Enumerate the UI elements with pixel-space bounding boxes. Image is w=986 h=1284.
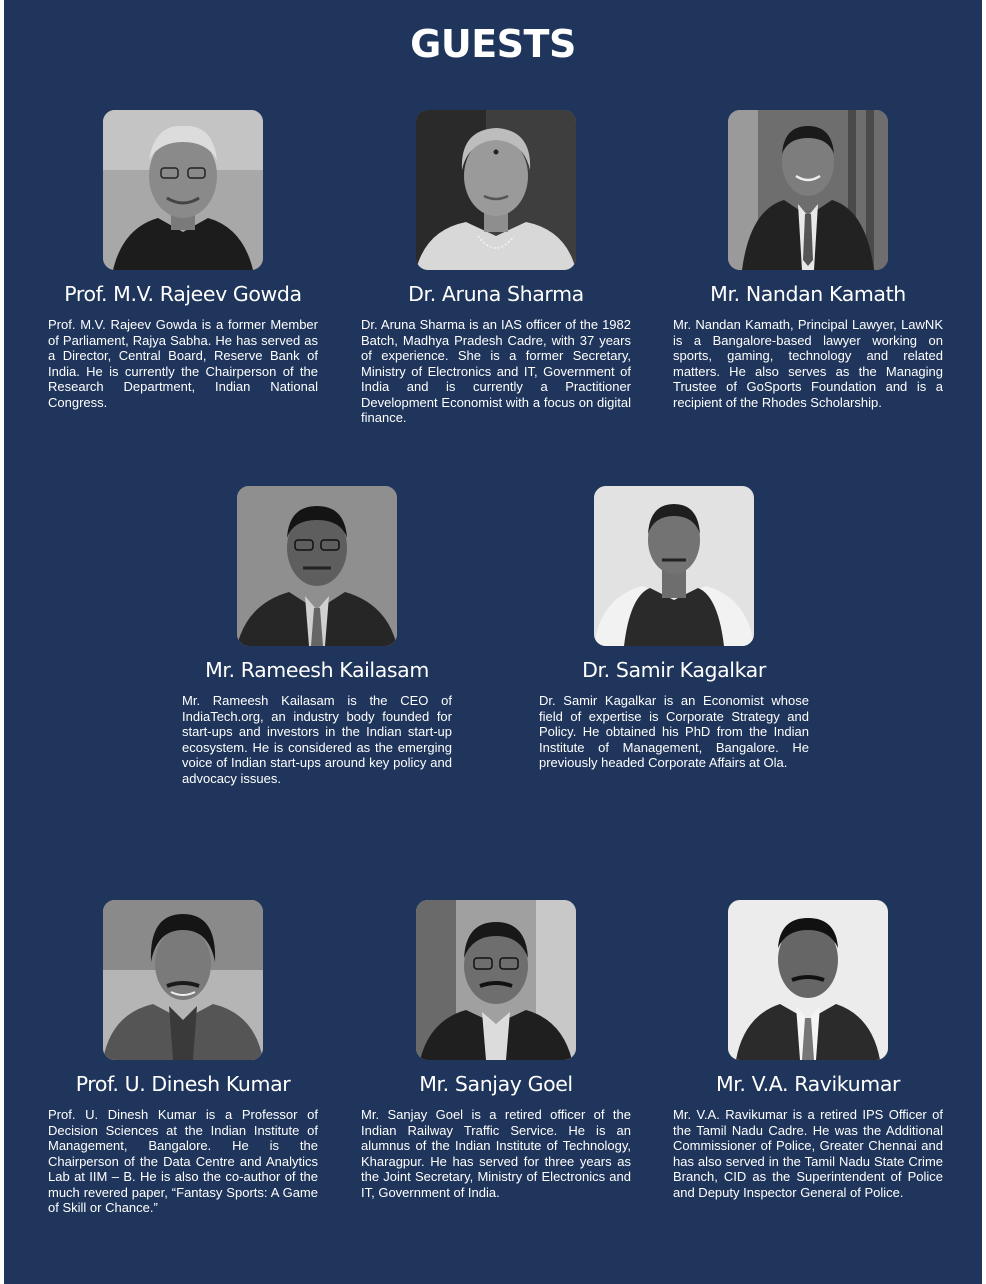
- portrait-image: [416, 110, 576, 270]
- guest-name: Mr. Rameesh Kailasam: [205, 658, 429, 682]
- portrait-image: [103, 900, 263, 1060]
- guest-card-samir-kagalkar: [539, 486, 809, 771]
- guest-card-sanjay-goel: [361, 900, 631, 1200]
- guest-bio: Mr. Sanjay Goel is a retired officer of the Indian Railway Traffic Service. He is an alumnus of the Indian Institute of Technology, Kharagpur. He has served for three years as the Joint Secretary, Ministry of Electronics and IT, Government of India.: [361, 1107, 631, 1200]
- guest-bio: Dr. Aruna Sharma is an IAS officer of the 1982 Batch, Madhya Pradesh Cadre, with 37 years of experience. She is a former Secretary, Ministry of Electronics and IT, Government of India and is currently a Practitioner Development Economist with a focus on digital finance.: [361, 317, 631, 425]
- guest-card-aruna-sharma: [361, 110, 631, 426]
- guest-bio: Mr. Nandan Kamath, Principal Lawyer, LawNK is a Bangalore-based lawyer working on sports, gaming, technology and related matters. He also serves as the Managing Trustee of GoSports Foundation and is a recipient of the Rhodes Scholarship.: [673, 317, 943, 410]
- page-left-edge: [0, 0, 4, 1284]
- guest-name: Mr. V.A. Ravikumar: [715, 1072, 901, 1096]
- guest-photo: [103, 110, 263, 270]
- guest-name: Mr. Sanjay Goel: [419, 1072, 573, 1096]
- page-right-edge: [982, 0, 986, 1284]
- guest-name: Prof. U. Dinesh Kumar: [75, 1072, 291, 1096]
- guest-photo: [237, 486, 397, 646]
- guest-photo: [416, 110, 576, 270]
- guest-card-rameesh-kailasam: [182, 486, 452, 786]
- portrait-image: [416, 900, 576, 1060]
- guest-card-dinesh-kumar: [48, 900, 318, 1216]
- guest-bio: Mr. Rameesh Kailasam is the CEO of IndiaTech.org, an industry body founded for start-ups and investors in the Indian start-up ecosystem. He is considered as the emerging voice of Indian start-ups around key policy and advocacy issues.: [182, 693, 452, 786]
- guest-bio: Mr. V.A. Ravikumar is a retired IPS Officer of the Tamil Nadu Cadre. He was the Additional Commissioner of Police, Greater Chennai and has also served in the Tamil Nadu State Crime Branch, CID as the Superintendent of Police and Deputy Inspector General of Police.: [673, 1107, 943, 1200]
- portrait-image: [237, 486, 397, 646]
- guest-name: Mr. Nandan Kamath: [710, 282, 906, 306]
- page-title: GUESTS: [410, 22, 576, 66]
- guest-name: Prof. M.V. Rajeev Gowda: [64, 282, 302, 306]
- guest-bio: Prof. U. Dinesh Kumar is a Professor of Decision Sciences at the Indian Institute of Management, Bangalore. He is the Chairperson of the Data Centre and Analytics Lab at IIM – B. He is also the co-author of the much revered paper, “Fantasy Sports: A Game of Skill or Chance.”: [48, 1107, 318, 1215]
- guest-bio: Dr. Samir Kagalkar is an Economist whose field of expertise is Corporate Strategy and Policy. He obtained his PhD from the Indian Institute of Management, Bangalore. He previously headed Corporate Affairs at Ola.: [539, 693, 809, 770]
- guest-bio: Prof. M.V. Rajeev Gowda is a former Member of Parliament, Rajya Sabha. He has served as a Director, Central Board, Reserve Bank of India. He is currently the Chairperson of the Research Department, Indian National Congress.: [48, 317, 318, 410]
- guest-photo: [594, 486, 754, 646]
- guest-photo: [103, 900, 263, 1060]
- guest-photo: [416, 900, 576, 1060]
- portrait-image: [103, 110, 263, 270]
- guest-photo: [728, 110, 888, 270]
- guest-card-va-ravikumar: [673, 900, 943, 1200]
- guest-name: Dr. Aruna Sharma: [408, 282, 584, 306]
- portrait-image: [728, 110, 888, 270]
- guest-card-nandan-kamath: [673, 110, 943, 410]
- guest-name: Dr. Samir Kagalkar: [582, 658, 766, 682]
- guest-card-rajeev-gowda: [48, 110, 318, 410]
- portrait-image: [594, 486, 754, 646]
- portrait-image: [728, 900, 888, 1060]
- guest-photo: [728, 900, 888, 1060]
